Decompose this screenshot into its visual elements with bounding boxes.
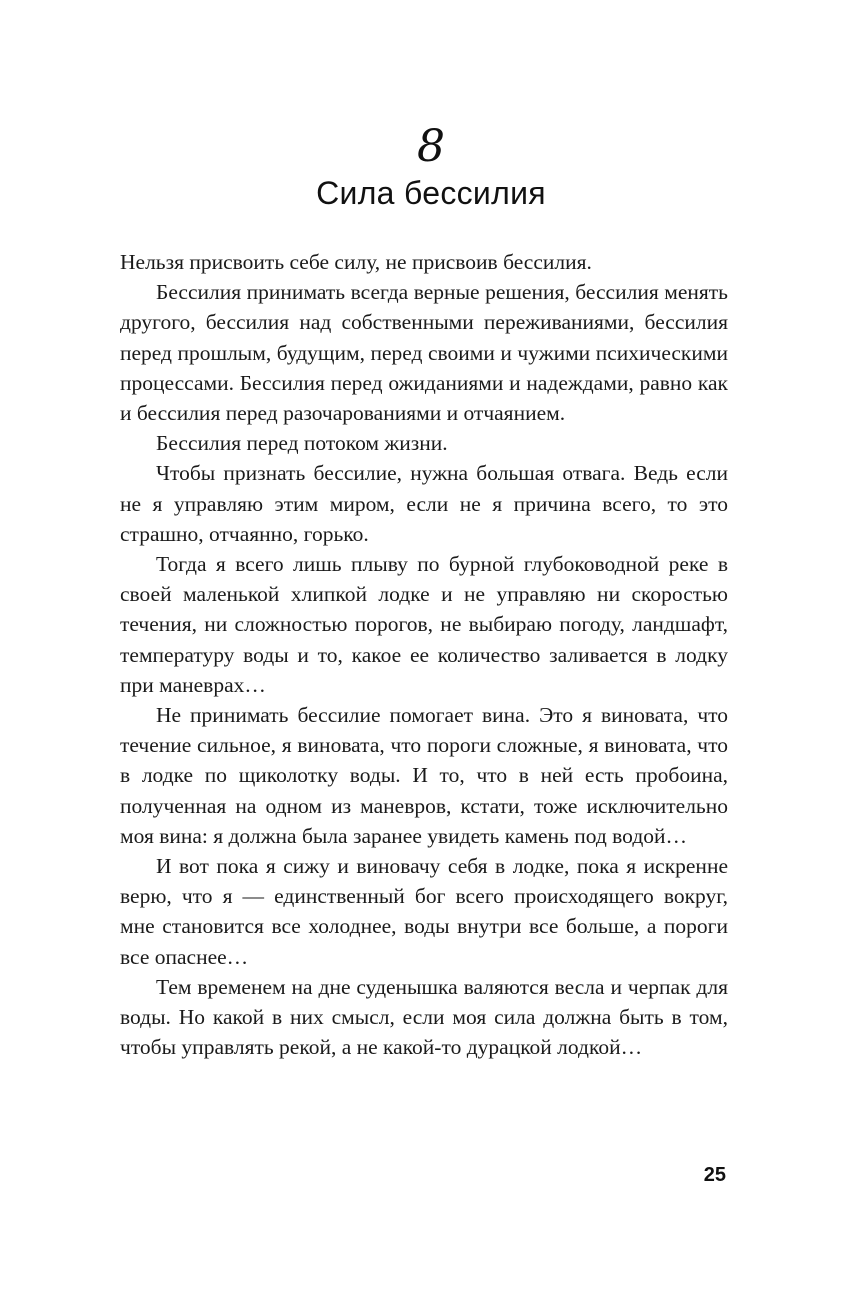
paragraph: Не принимать бессилие помогает вина. Это я виновата, что течение сильное, я виновата, что пороги сложные, я виновата, что в лодке по щиколотку воды. И то, что в ней есть пробоина, полученная на одном из маневров, кстати, тоже исключительно моя вина: я должна была заранее увидеть камень под водой…	[120, 703, 728, 848]
chapter-number: 8	[417, 121, 445, 172]
paragraph: Бессилия перед потоком жизни.	[156, 431, 448, 456]
body-text	[120, 247, 728, 1062]
paragraph: Чтобы признать бессилие, нужна большая отвага. Ведь если не я управляю этим миром, если не я причина всего, то это страшно, отчаянно, горько.	[120, 461, 728, 546]
paragraph: Тем временем на дне суденышка валяются весла и черпак для воды. Но какой в них смысл, если моя сила должна быть в том, чтобы управлять рекой, а не какой-то дурацкой лодкой…	[120, 974, 728, 1060]
paragraph: И вот пока я сижу и виновачу себя в лодке, пока я искренне верю, что я — единственный бог всего происходящего вокруг, мне становится все холоднее, воды внутри все больше, а пороги все опаснее…	[120, 854, 728, 969]
paragraph: Бессилия принимать всегда верные решения, бессилия менять другого, бессилия над собственными переживаниями, бессилия перед прошлым, будущим, перед своими и чужими психическими процессами. Бессилия перед ожиданиями и надеждами, равно как и бессилия перед разочарованиями и отчаянием.	[120, 280, 728, 426]
paragraph: Тогда я всего лишь плыву по бурной глубоководной реке в своей маленькой хлипкой лодке и не управляю ни скоростью течения, ни сложностью порогов, не выбираю погоду, ландшафт, температуру воды и то, какое ее количество заливается в лодку при маневрах…	[120, 552, 728, 697]
paragraph: Нельзя присвоить себе силу, не присвоив бессилия.	[120, 250, 592, 274]
chapter-title: Сила бессилия	[316, 175, 546, 211]
page-number: 25	[703, 1164, 726, 1186]
